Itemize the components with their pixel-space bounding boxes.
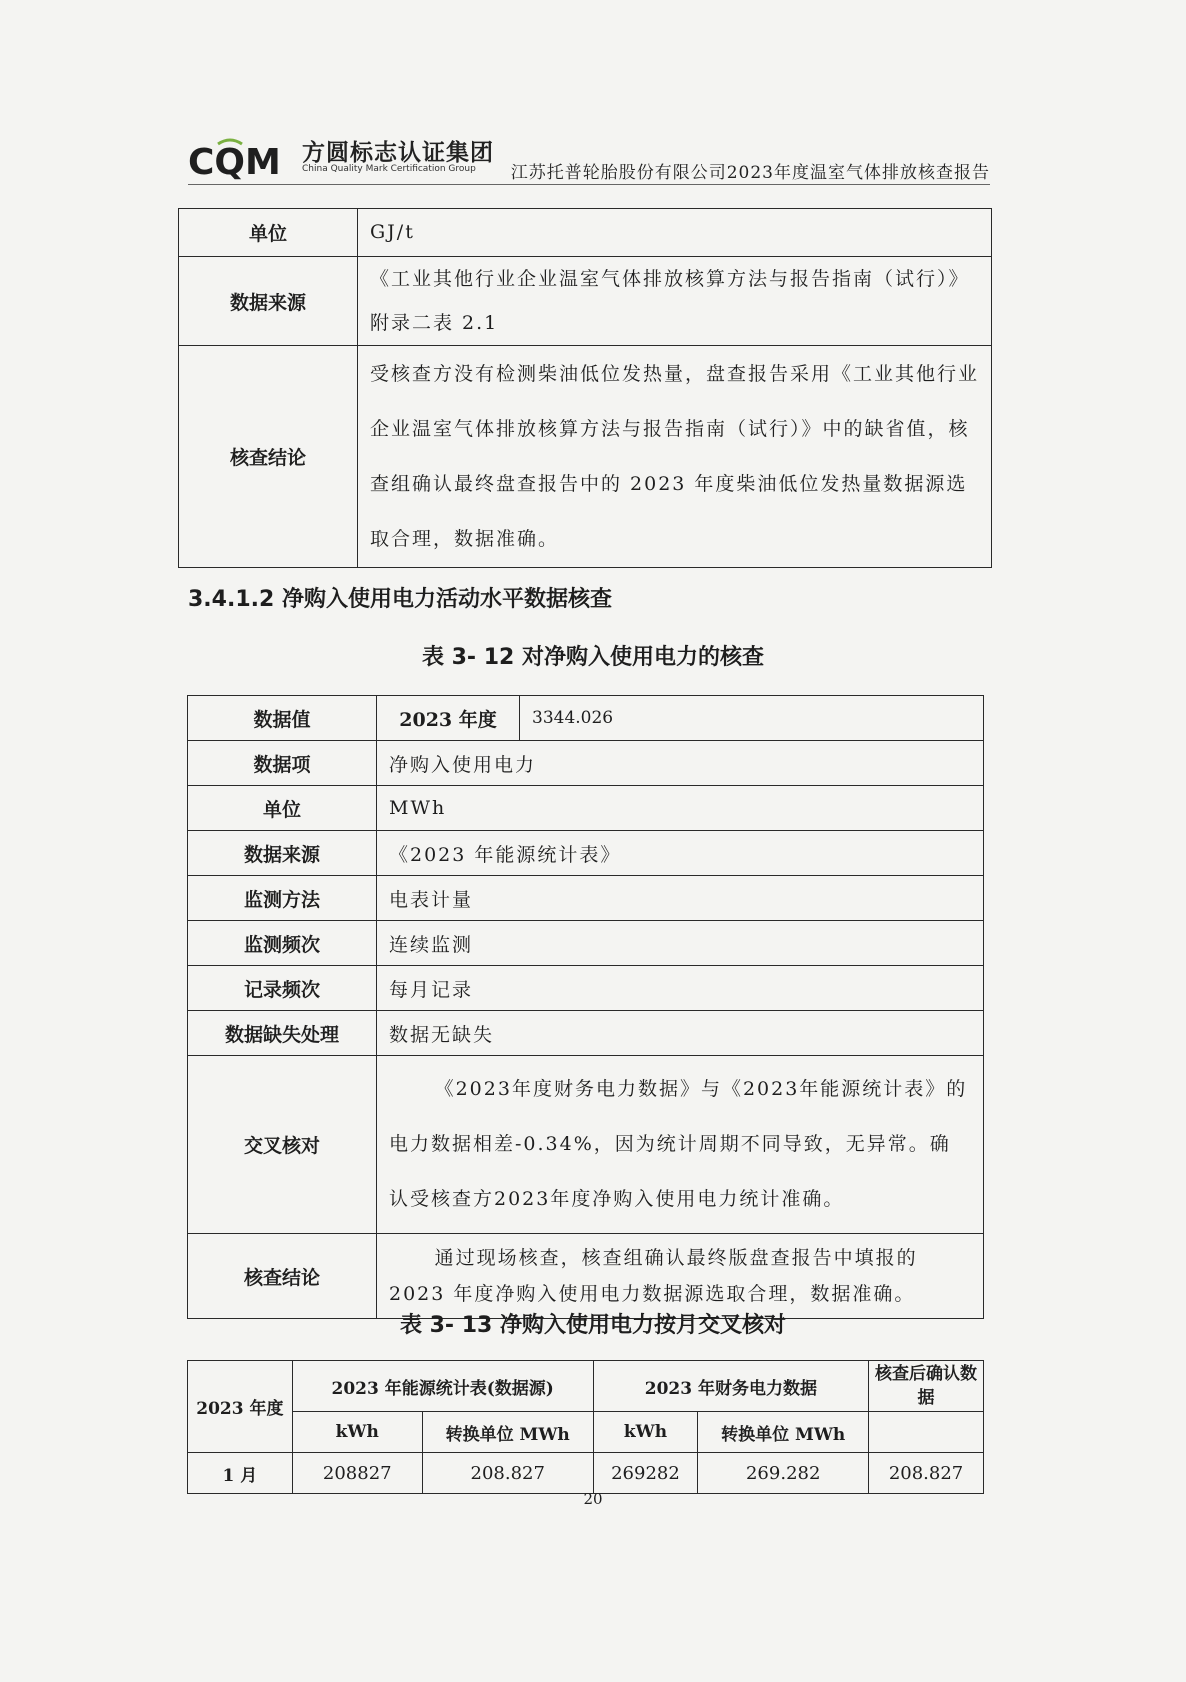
table-row	[179, 346, 992, 568]
energy-kwh-cell: 208827	[292, 1453, 422, 1494]
row-value: 受核查方没有检测柴油低位发热量，盘查报告采用《工业其他行业企业温室气体排放核算方法与报告指南（试行）》中的缺省值，核查组确认最终盘查报告中的 2023 年度柴油低位发热量数据源选取合理，数据准确。	[358, 346, 992, 568]
row-value: 连续监测	[377, 921, 984, 966]
table-row	[188, 786, 984, 831]
row-value: 数据无缺失	[377, 1011, 984, 1056]
finance-mwh-header: 转换单位 MWh	[698, 1412, 869, 1453]
table-12-caption: 表 3- 12 对净购入使用电力的核查	[421, 645, 765, 670]
table-row	[188, 876, 984, 921]
table-row	[188, 966, 984, 1011]
table-row	[188, 921, 984, 966]
col-year-header: 2023 年度	[188, 1361, 293, 1453]
month-cell: 1 月	[188, 1453, 293, 1494]
energy-group-header: 2023 年能源统计表(数据源)	[292, 1361, 593, 1412]
row-label: 监测方法	[188, 876, 377, 921]
row-label: 数据项	[188, 741, 377, 786]
table-top	[178, 208, 992, 568]
row-value: 《工业其他行业企业温室气体排放核算方法与报告指南（试行）》附录二表 2.1	[358, 257, 992, 346]
table-3-13	[187, 1360, 984, 1494]
row-label: 单位	[179, 209, 358, 257]
data-value-label: 数据值	[188, 696, 377, 741]
logo-name-cn: 方圆标志认证集团	[302, 140, 494, 166]
table-row	[188, 831, 984, 876]
year-label: 2023 年度	[377, 696, 520, 741]
row-label: 数据缺失处理	[188, 1011, 377, 1056]
row-label: 数据来源	[179, 257, 358, 346]
table-row	[179, 257, 992, 346]
energy-kwh-header: kWh	[292, 1412, 422, 1453]
table-row	[188, 696, 984, 741]
row-label: 记录频次	[188, 966, 377, 1011]
table-row	[188, 1056, 984, 1234]
verified-subheader	[869, 1412, 984, 1453]
page-header	[188, 132, 990, 182]
conclusion-label: 核查结论	[188, 1234, 377, 1319]
energy-mwh-cell: 208.827	[422, 1453, 593, 1494]
energy-mwh-header: 转换单位 MWh	[422, 1412, 593, 1453]
data-value: 3344.026	[520, 696, 984, 741]
finance-kwh-cell: 269282	[593, 1453, 698, 1494]
finance-group-header: 2023 年财务电力数据	[593, 1361, 868, 1412]
header-divider	[188, 184, 990, 185]
report-title: 江苏托普轮胎股份有限公司2023年度温室气体排放核查报告	[510, 163, 990, 183]
row-value: 每月记录	[377, 966, 984, 1011]
page-number: 20	[583, 1490, 603, 1508]
conclusion-text: 通过现场核查，核查组确认最终版盘查报告中填报的 2023 年度净购入使用电力数据源选取合理，数据准确。	[377, 1234, 984, 1319]
cross-check-label: 交叉核对	[188, 1056, 377, 1234]
finance-mwh-cell: 269.282	[698, 1453, 869, 1494]
cqm-logo	[188, 134, 494, 180]
row-value: 《2023 年能源统计表》	[377, 831, 984, 876]
table-13-caption: 表 3- 13 净购入使用电力按月交叉核对	[399, 1313, 787, 1338]
table-3-12	[187, 695, 984, 1319]
row-label: 单位	[188, 786, 377, 831]
table-row	[188, 1453, 984, 1494]
table-row	[188, 1011, 984, 1056]
table-header-row	[188, 1361, 984, 1412]
verified-header: 核查后确认数据	[869, 1361, 984, 1412]
row-value: 电表计量	[377, 876, 984, 921]
table-row	[179, 209, 992, 257]
cqm-logo-mark	[188, 134, 300, 180]
cross-check-text: 《2023年度财务电力数据》与《2023年能源统计表》的电力数据相差-0.34%，因为统计周期不同导致，无异常。确认受核查方2023年度净购入使用电力统计准确。	[377, 1056, 984, 1234]
row-label: 监测频次	[188, 921, 377, 966]
row-label: 数据来源	[188, 831, 377, 876]
section-heading: 3.4.1.2 净购入使用电力活动水平数据核查	[188, 587, 612, 612]
logo-name-en: China Quality Mark Certification Group	[302, 164, 476, 174]
table-row	[188, 1234, 984, 1319]
row-value: GJ/t	[358, 209, 992, 257]
table-subheader-row	[188, 1412, 984, 1453]
verified-cell: 208.827	[869, 1453, 984, 1494]
row-value: MWh	[377, 786, 984, 831]
finance-kwh-header: kWh	[593, 1412, 698, 1453]
svg-text:CQM: CQM	[188, 142, 281, 180]
row-value: 净购入使用电力	[377, 741, 984, 786]
row-label: 核查结论	[179, 346, 358, 568]
table-row	[188, 741, 984, 786]
